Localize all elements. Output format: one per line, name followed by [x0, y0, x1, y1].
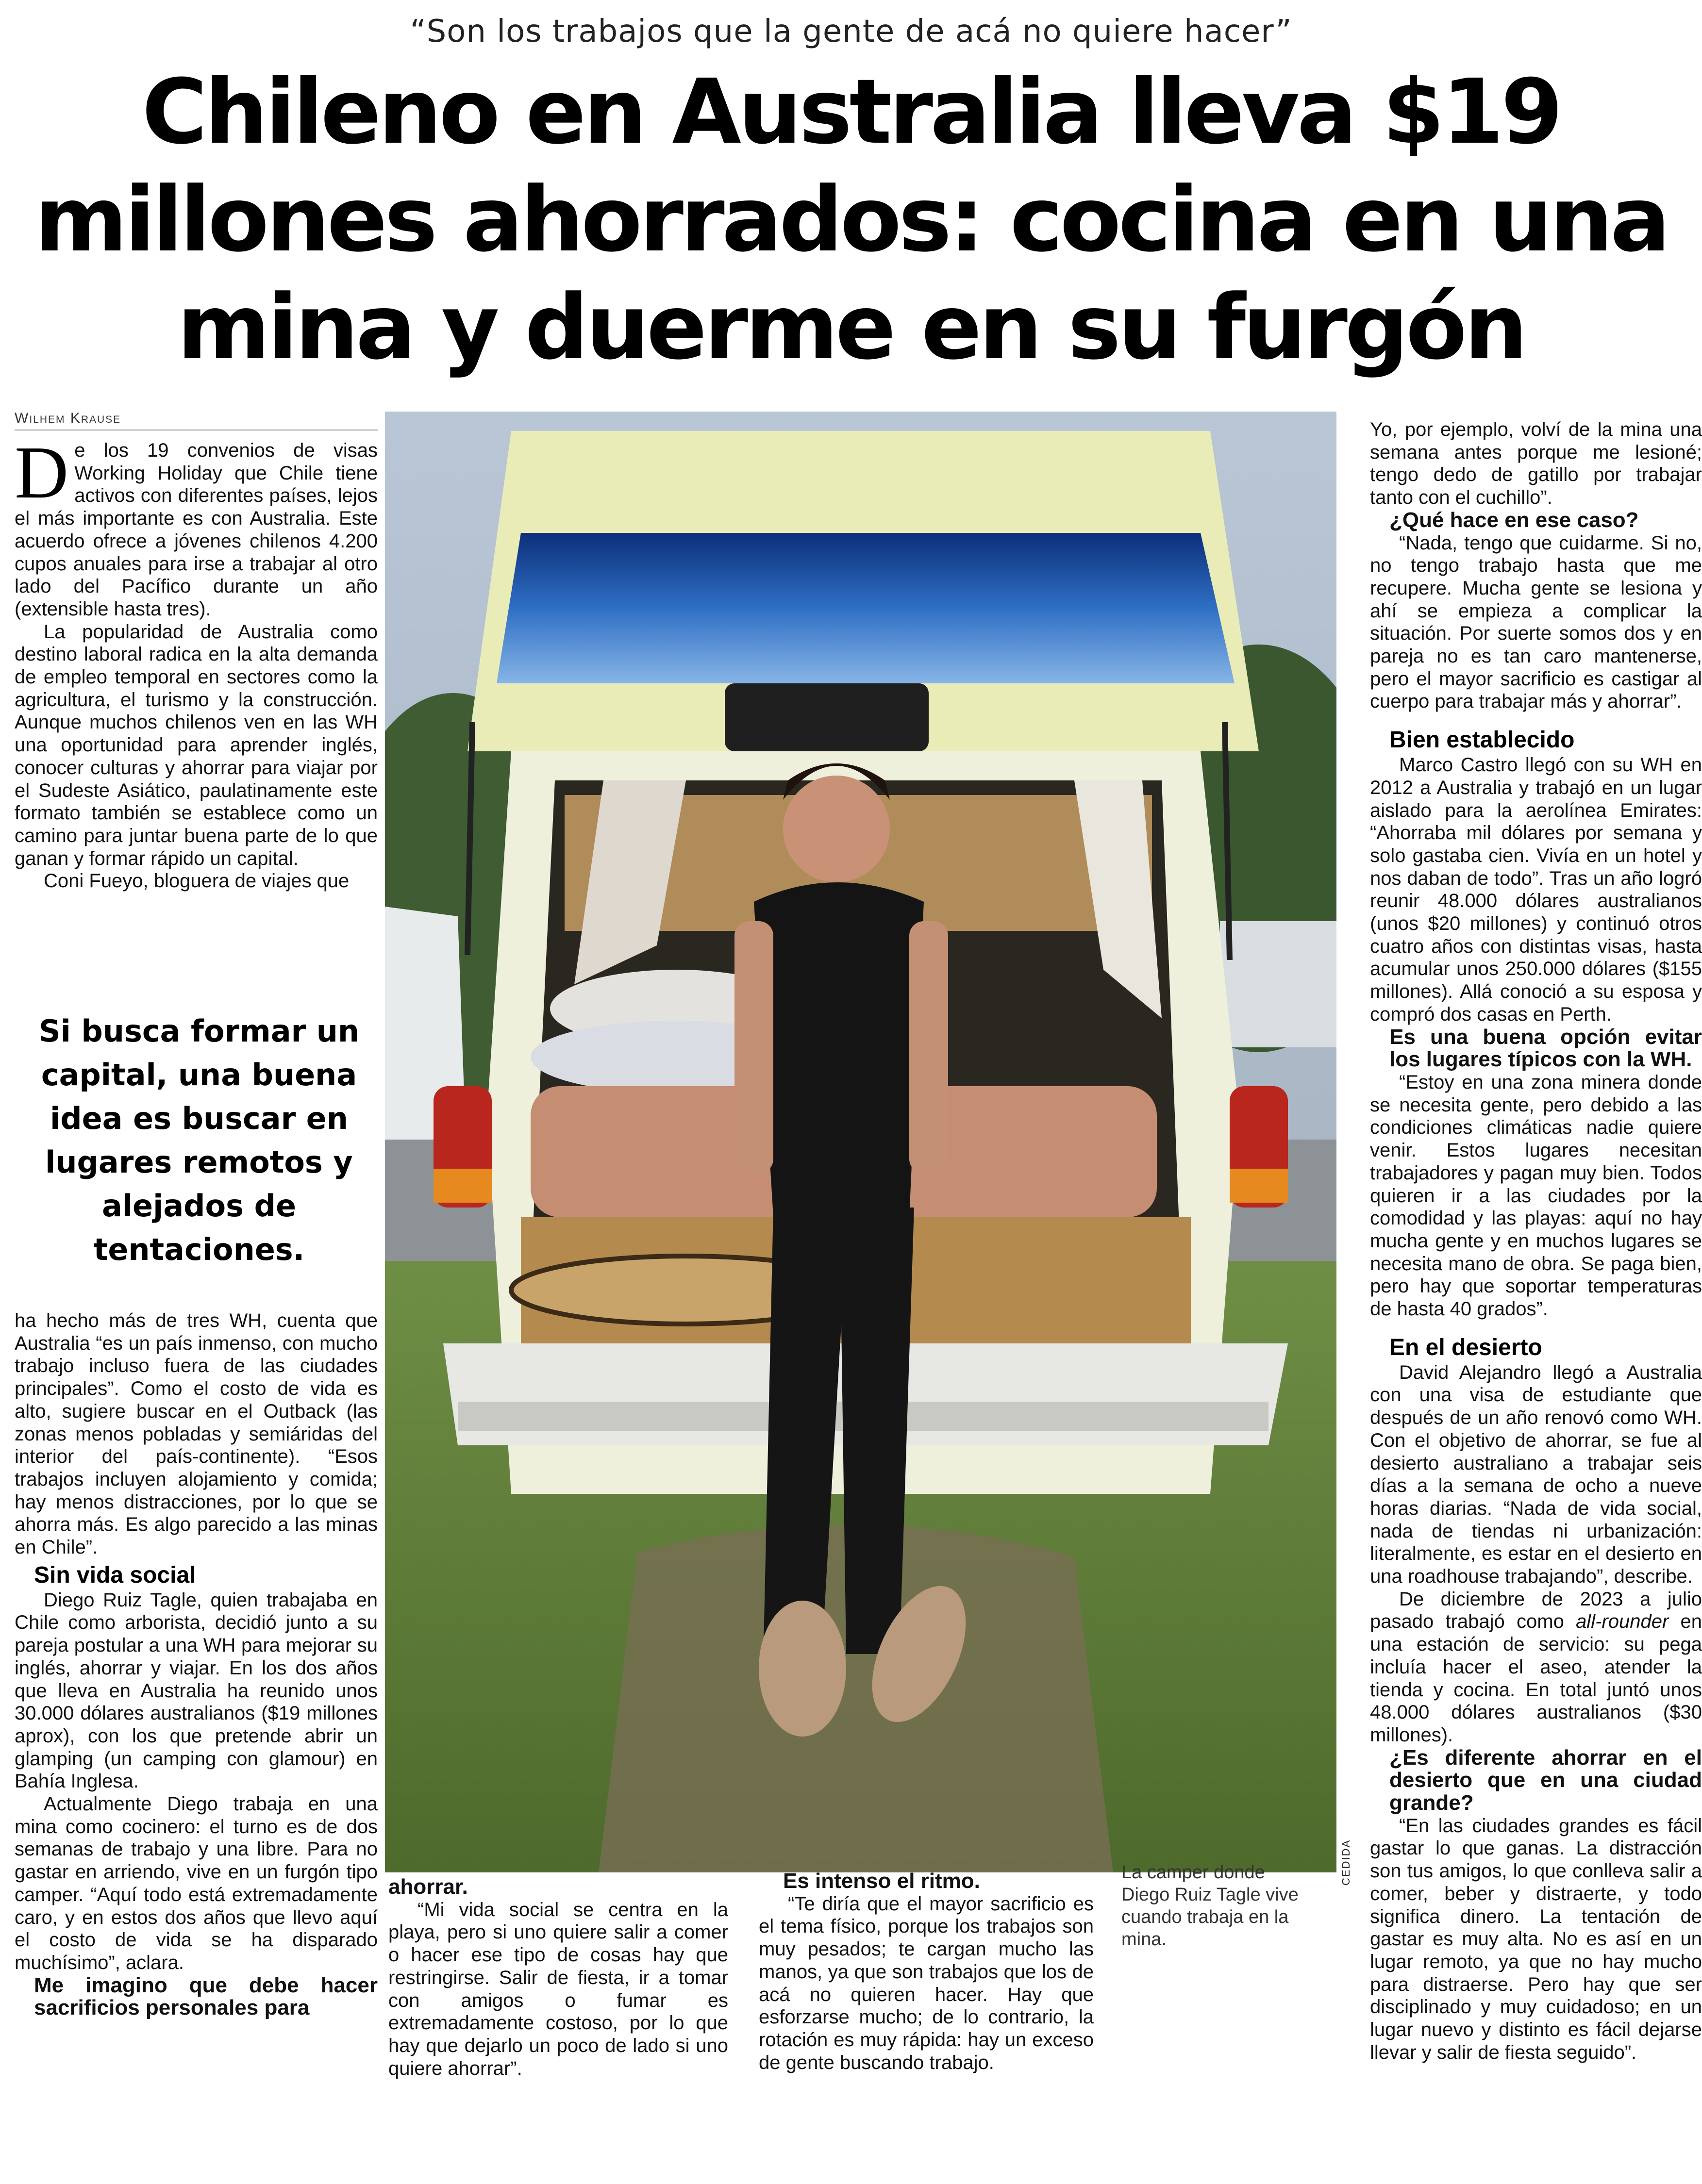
paragraph: “Nada, tengo que cuidarme. Si no, no tengo trabajo hasta que me recupere. Mucha gente se lesiona y ahí se empieza a complicar la situación. Por suerte somos dos y en pareja no es tan caro mantenerse, pero el mayor sacrificio es castigar al cuerpo para trabajar más y ahorrar”. — [1370, 532, 1702, 712]
paragraph: David Alejandro llegó a Australia con una visa de estudiante que después de un año renovó como WH. Con el objetivo de ahorrar, se fue al desierto australiano a trabajar seis días a la semana de ocho a nueve horas diarias. “Nada de vida social, nada de tiendas ni urbanización: literalmente, es estar en el desierto en una roadhouse trabajando”, describe. — [1370, 1361, 1702, 1588]
column-2 — [388, 1876, 728, 2080]
interview-question: Es una buena opción evitar los lugares típicos con la WH. — [1389, 1025, 1702, 1072]
subheading: Bien establecido — [1389, 727, 1575, 753]
paragraph: “Mi vida social se centra en la playa, pero si uno quiere salir a comer o hacer ese tipo de cosas hay que restringirse. Salir de fiesta, ir a tomar con amigos o fumar es extremadamente costoso, por lo que hay que dejarlo un poco de lado si uno quiere ahorrar”. — [388, 1899, 728, 2079]
interview-question: ¿Qué hace en ese caso? — [1389, 508, 1639, 532]
paragraph: “Te diría que el mayor sacrificio es el tema físico, porque los trabajos son muy pesados; te cargan mucho las manos, ya que son trabajos que los de acá no quieren hacer. Hay que esforzarse mucho; de lo contrario, la rotación es muy rápida: hay un exceso de gente buscando trabajo. — [759, 1893, 1094, 2073]
emphasis: all-rounder — [1576, 1611, 1669, 1633]
column-3 — [759, 1870, 1094, 2074]
byline: Wilhem Krause — [15, 410, 378, 430]
text-run: en una estación de servicio: su pega incluía hacer el aseo, atender la tienda y cocina. En total juntó unos 48.000 dólares australianos ($30 millones). — [1370, 1611, 1702, 1746]
paragraph — [1370, 1588, 1702, 1747]
column-4 — [1370, 418, 1702, 2064]
drop-cap: D — [15, 431, 69, 514]
photo-credit: CEDIDA — [1340, 1839, 1352, 1886]
paragraph: Actualmente Diego trabaja en una mina como cocinero: el turno es de dos semanas de trabajo y una libre. Para no gastar en arriendo, vive en un furgón tipo camper. “Aquí todo está extremadamente caro, y en estos dos años que llevo aquí el costo de vida se ha disparado muchísimo”, aclara. — [15, 1793, 378, 1973]
paragraph: e los 19 convenios de visas Working Holiday que Chile tiene activos con diferentes países, lejos el más importante es con Australia. Este acuerdo ofrece a jóvenes chilenos 4.200 cupos anuales para irse a trabajar al otro lado del Pacífico durante un año (extensible hasta tres). — [15, 440, 378, 620]
paragraph: ha hecho más de tres WH, cuenta que Australia “es un país inmenso, con mucho trabajo incluso fuera de las ciudades principales”. Como el costo de vida es alto, sugiere buscar en el Outback (las zonas menos pobladas y semiáridas del interior del país-continente). “Esos trabajos incluyen alojamiento y comida; hay menos distracciones, por lo que se ahorra más. Es algo parecido a las minas en Chile”. — [15, 1310, 378, 1558]
paragraph: Coni Fueyo, bloguera de viajes que — [44, 870, 350, 892]
paragraph: Diego Ruiz Tagle, quien trabajaba en Chile como arborista, decidió junto a su pareja postular a una WH para mejorar su inglés, ahorrar y viajar. En los dos años que lleva en Australia ha reunido unos 30.000 dólares australianos ($19 millones aprox), con los que pretende abrir un glamping (un camping con glamour) en Bahía Inglesa. — [15, 1589, 378, 1792]
subheading: Sin vida social — [34, 1562, 196, 1588]
kicker: “Son los trabajos que la gente de acá no quiere hacer” — [410, 14, 1292, 50]
paragraph: Yo, por ejemplo, volví de la mina una semana antes porque me lesioné; tengo dedo de gatillo por trabajar tanto con el cuchillo”. — [1370, 419, 1702, 509]
interview-question: ¿Es diferente ahorrar en el desierto que en una ciudad grande? — [1389, 1745, 1702, 1815]
interview-question: Me imagino que debe hacer sacrificios personales para — [34, 1973, 378, 2020]
paragraph: Marco Castro llegó con su WH en 2012 a Australia y trabajó en un lugar aislado para la aerolínea Emirates: “Ahorraba mil dólares por semana y solo gastaba cien. Vivía en un hotel y nos daban de todo”. Tras un año logró reunir 48.000 dólares australianos (unos $20 millones) y continuó otros cuatro años con distintas visas, hasta acumular unos 250.000 dólares ($155 millones). Allá conoció a su esposa y compró dos casas en Perth. — [1370, 754, 1702, 1025]
headline: Chileno en Australia lleva $19 millones ahorrados: cocina en una mina y duerme en su furgón — [34, 60, 1668, 380]
van-photo — [385, 412, 1336, 1872]
interview-question: Es intenso el ritmo. — [783, 1869, 980, 1893]
paragraph: “En las ciudades grandes es fácil gastar lo que ganas. La distracción son tus amigos, lo que conlleva salir a comer, beber y distraerte, y todo significa dinero. La tentación de gastar es muy alta. No es así en un lugar remoto, ya que no hay mucho para distraerse. Pero hay que ser disciplinado y muy cuidadoso; en un lugar nuevo y distinto es fácil dejarse llevar y salir de fiesta seguido”. — [1370, 1815, 1702, 2063]
pull-quote: Si busca formar un capital, una buena idea es buscar en lugares remotos y alejados de tentaciones. — [38, 1013, 360, 1267]
paragraph: La popularidad de Australia como destino laboral radica en la alta demanda de empleo temporal en sectores como la agricultura, el turismo y la construcción. Aunque muchos chilenos ven en las WH una oportunidad para aprender inglés, conocer culturas y ahorrar para viajar por el Sudeste Asiático, paulatinamente este formato también se establece como un camino para juntar buena parte de lo que ganan y formar rápido un capital. — [15, 621, 378, 869]
paragraph: “Estoy en una zona minera donde se necesita gente, pero debido a las condiciones climáticas nadie quiere venir. Estos lugares necesitan trabajadores y pagan muy bien. Todos quieren ir a las ciudades por la comodidad y las playas: aquí no hay mucha gente y en muchos lugares se necesita mano de obra. Se paga bien, pero hay que soportar temperaturas de hasta 40 grados”. — [1370, 1071, 1702, 1320]
column-1-bottom — [15, 1309, 378, 2019]
text-run: De diciembre de 2023 a julio pasado trabajó como — [1370, 1588, 1702, 1633]
interview-question: ahorrar. — [388, 1875, 468, 1899]
subheading: En el desierto — [1389, 1334, 1542, 1360]
photo-caption: La camper donde Diego Ruiz Tagle vive cuando trabaja en la mina. — [1121, 1862, 1299, 1950]
column-1-top — [15, 431, 378, 893]
